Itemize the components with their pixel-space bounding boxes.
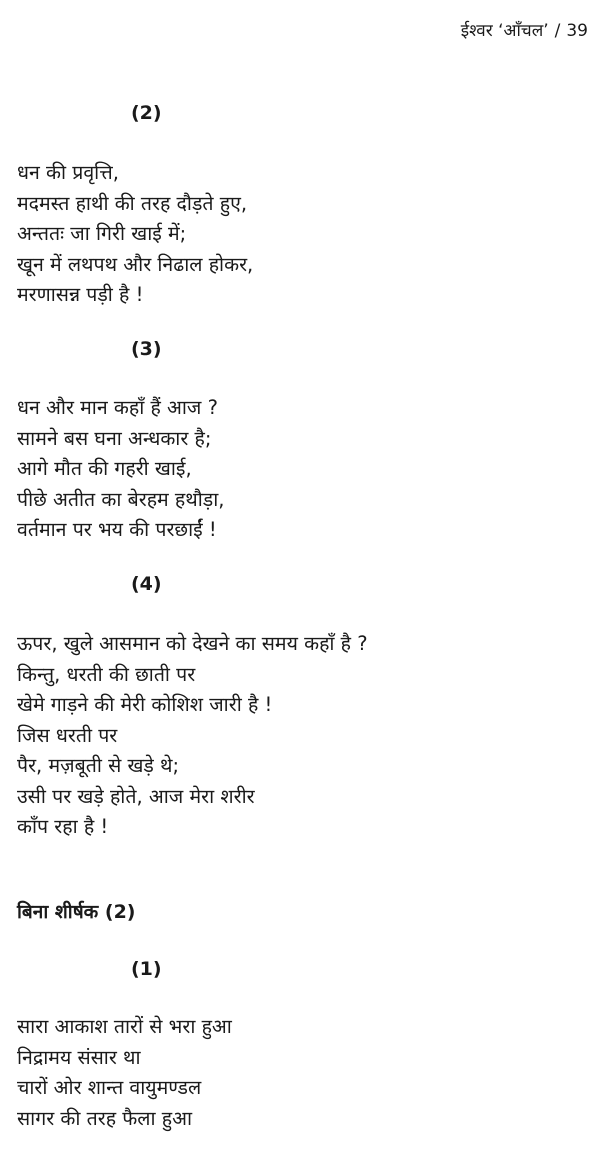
poem-line: काँप रहा है ! bbox=[17, 815, 109, 838]
poem-line: सामने बस घना अन्धकार है; bbox=[17, 426, 212, 450]
poem-line: जिस धरती पर bbox=[17, 723, 118, 747]
stanza-number-4: (4) bbox=[131, 573, 162, 595]
poem-line: धन की प्रवृत्ति, bbox=[17, 161, 119, 184]
poem-line: मरणासन्न पड़ी है ! bbox=[17, 283, 144, 306]
stanza-number-3: (3) bbox=[131, 338, 162, 360]
poem-line: धन और मान कहाँ हैं आज ? bbox=[17, 396, 218, 419]
stanza-2 bbox=[17, 158, 253, 311]
poem-line: पैर, मज़बूती से खड़े थे; bbox=[17, 754, 180, 777]
header-separator: / bbox=[554, 21, 561, 41]
poem-title: बिना शीर्षक (2) bbox=[17, 901, 136, 923]
poem-line: ऊपर, खुले आसमान को देखने का समय कहाँ है ? bbox=[17, 632, 368, 655]
poem-line: वर्तमान पर भय की परछाईं ! bbox=[17, 518, 217, 541]
poem-line: किन्तु, धरती की छाती पर bbox=[17, 662, 196, 686]
page-number: 39 bbox=[566, 21, 588, 41]
poem-line: उसी पर खड़े होते, आज मेरा शरीर bbox=[17, 784, 255, 808]
poem-line: पीछे अतीत का बेरहम हथौड़ा, bbox=[17, 487, 225, 511]
poem-line: मदमस्त हाथी की तरह दौड़ते हुए, bbox=[17, 191, 248, 215]
poem-line: सारा आकाश तारों से भरा हुआ bbox=[17, 1015, 232, 1038]
poem-line: खून में लथपथ और निढाल होकर, bbox=[17, 252, 254, 276]
poem-line: आगे मौत की गहरी खाई, bbox=[17, 457, 192, 480]
stanza-number-2: (2) bbox=[131, 102, 162, 124]
running-title: ईश्वर ‘आँचल’ bbox=[460, 21, 549, 41]
poem-line: निद्रामय संसार था bbox=[17, 1045, 141, 1069]
stanza-number-1: (1) bbox=[131, 958, 162, 980]
stanza-4 bbox=[17, 629, 368, 843]
stanza-1 bbox=[17, 1012, 232, 1134]
poem-line: खेमे गाड़ने की मेरी कोशिश जारी है ! bbox=[17, 693, 273, 716]
stanza-3 bbox=[17, 393, 224, 546]
running-header bbox=[461, 18, 588, 41]
poem-line: सागर की तरह फैला हुआ bbox=[17, 1106, 193, 1130]
poem-line: चारों ओर शान्त वायुमण्डल bbox=[17, 1076, 202, 1099]
poem-line: अन्ततः जा गिरी खाई में; bbox=[17, 222, 187, 245]
